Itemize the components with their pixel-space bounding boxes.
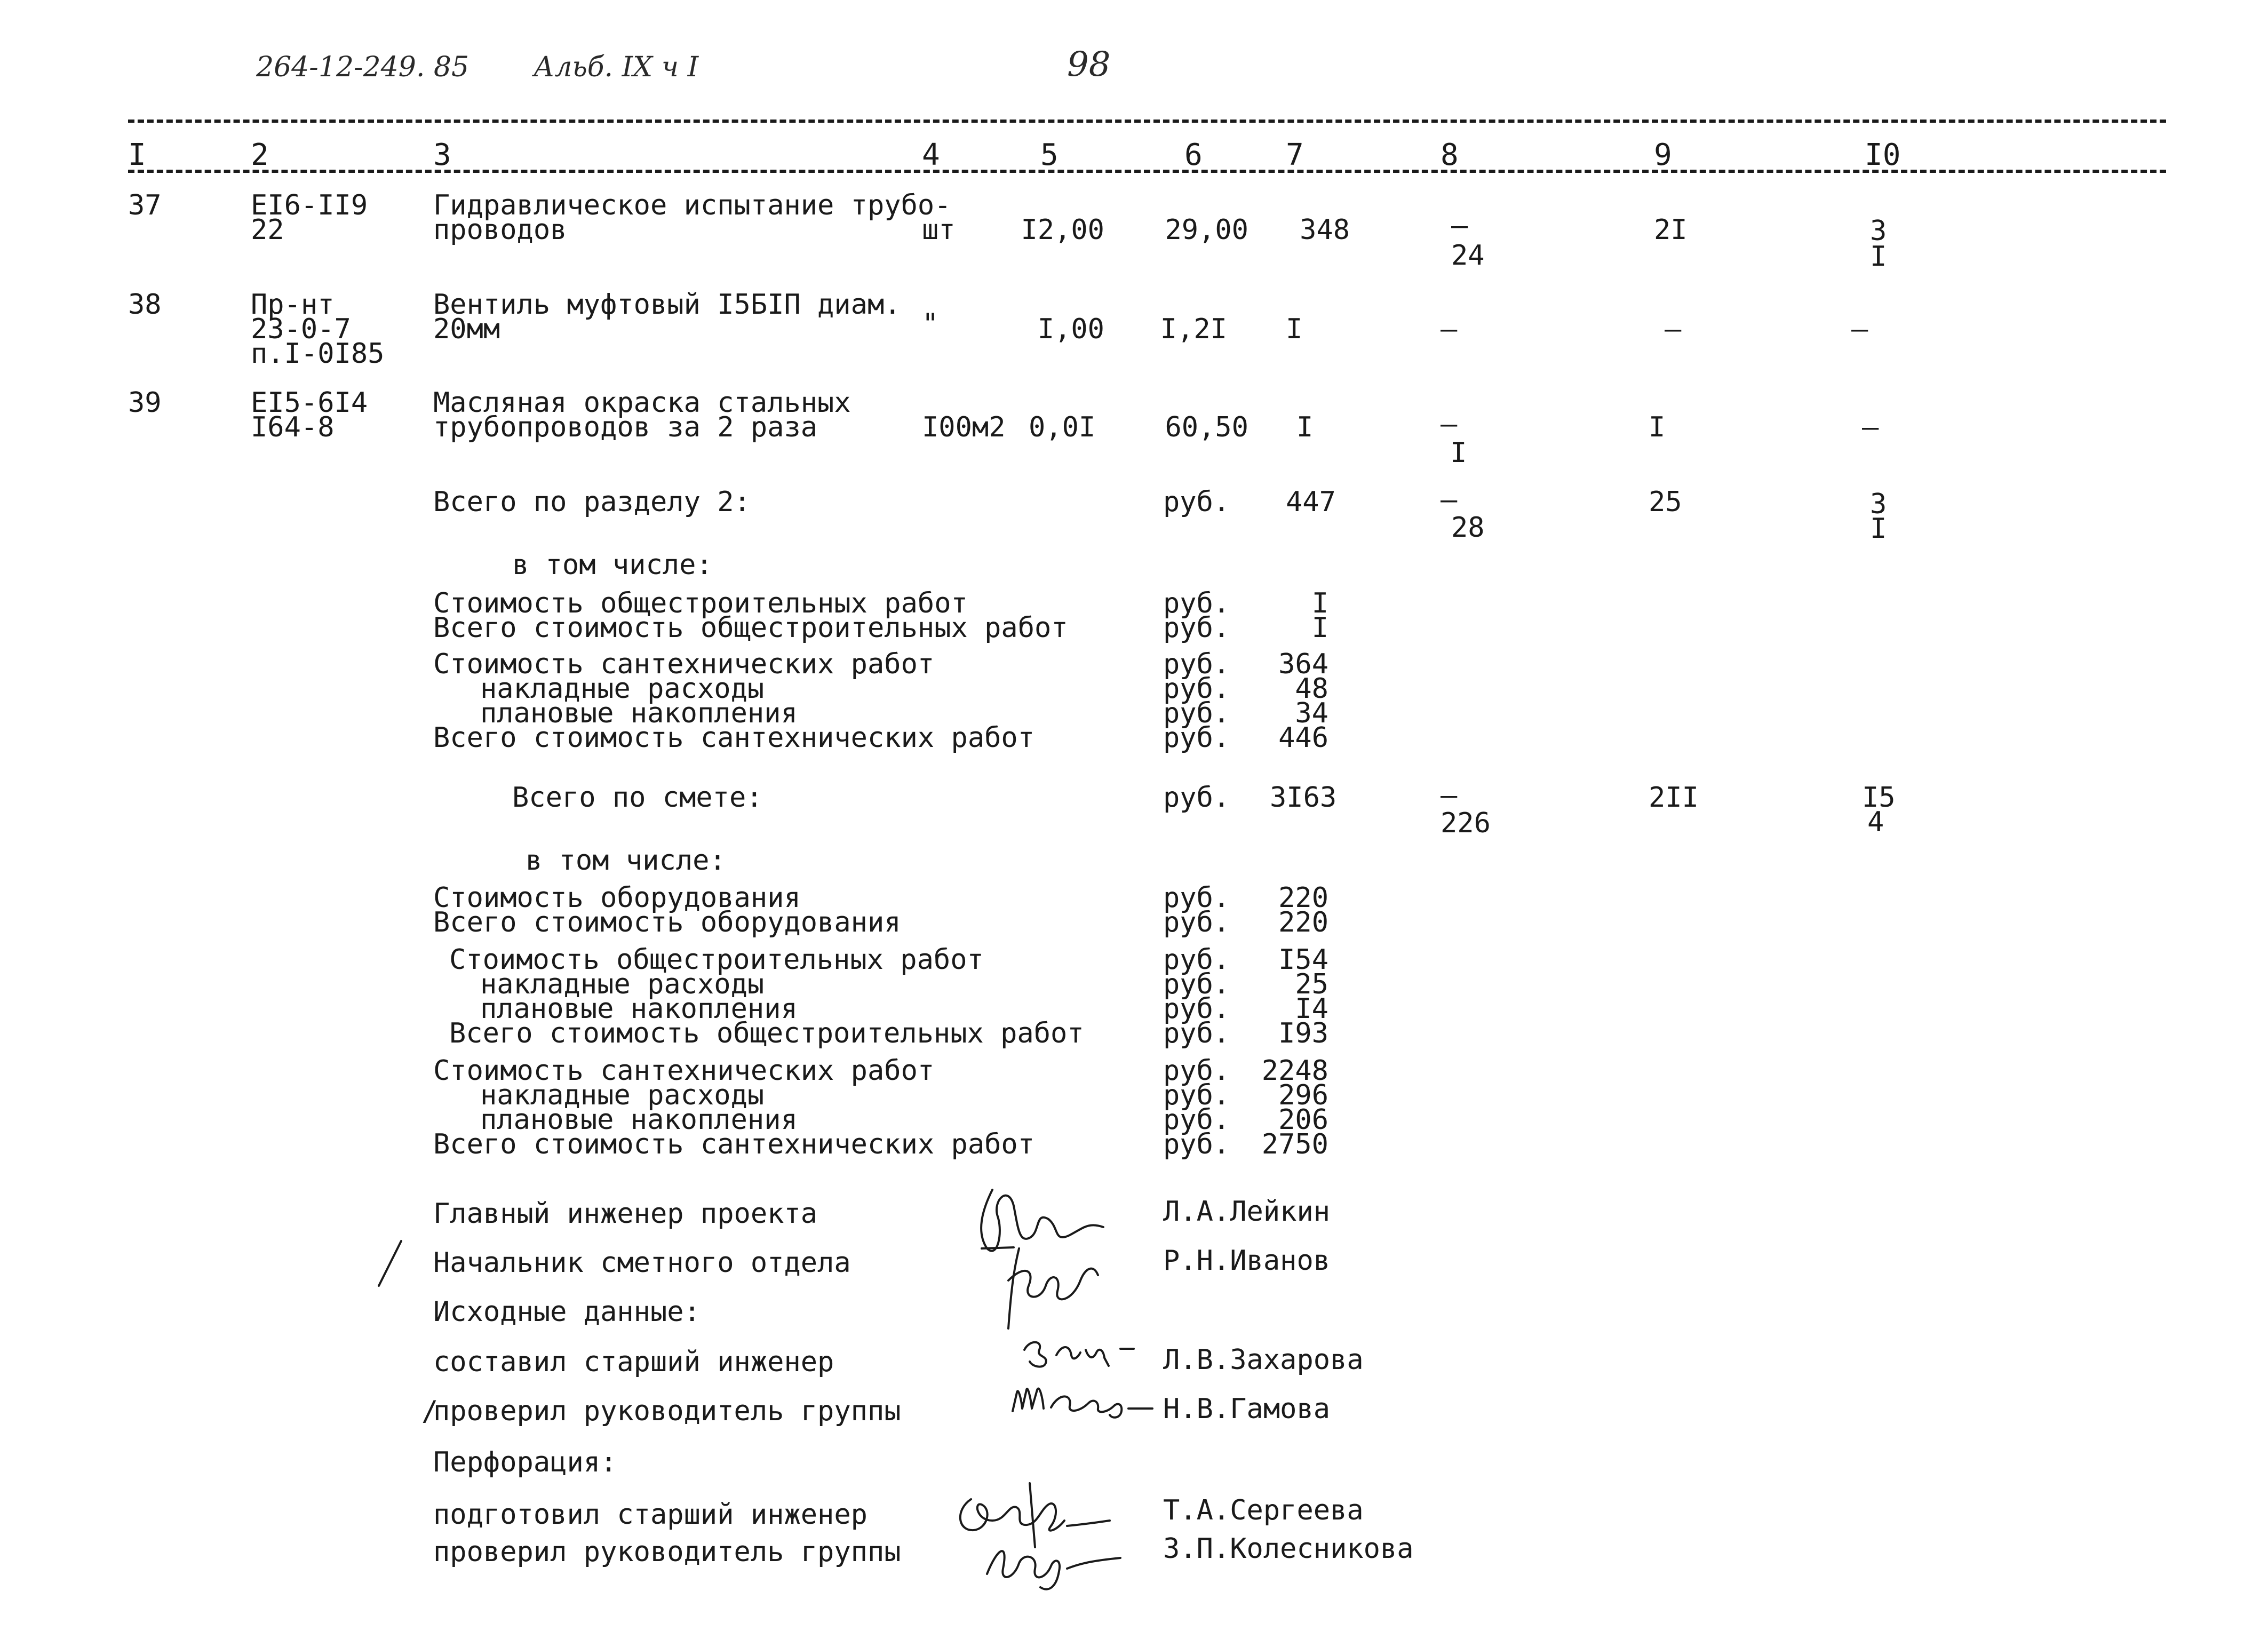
breakdown-label: Всего стоимость общестроительных работ (433, 612, 1068, 644)
check-mark: / (421, 1395, 439, 1427)
breakdown-value: I93 (1278, 1017, 1328, 1049)
column-number: 6 (1184, 138, 1203, 172)
column-number: 3 (433, 138, 451, 172)
handwritten-signature (960, 1168, 1131, 1339)
signature-section-heading: Перфорация: (433, 1446, 617, 1478)
breakdown-value: 2750 (1261, 1128, 1328, 1160)
rate-code: п.I-0I85 (251, 338, 385, 370)
currency-unit: руб. (1163, 993, 1230, 1025)
unit: I00м2 (922, 411, 1006, 443)
breakdown-heading: в том числе: (526, 845, 726, 877)
breakdown-label: плановые накопления (480, 697, 798, 729)
signatory-name: З.П.Колесникова (1163, 1533, 1414, 1565)
breakdown-label: Всего стоимость сантехнических работ (433, 1128, 1035, 1160)
column-10: – (1851, 313, 1868, 345)
signature-role: Главный инженер проекта (433, 1198, 818, 1230)
signature-role: Начальник сметного отдела (433, 1247, 851, 1279)
currency-unit: руб. (1163, 1055, 1230, 1087)
column-10-top: 3 (1870, 488, 1887, 520)
breakdown-label: накладные расходы (480, 1079, 765, 1111)
column-8-top: – (1441, 484, 1458, 516)
unit-price: I,2I (1160, 313, 1227, 345)
rate-code: EI5-6I4 (251, 387, 368, 419)
unit: шт (922, 214, 956, 246)
total-cost: I (1286, 313, 1303, 345)
signatory-name: Л.В.Захарова (1163, 1344, 1364, 1376)
breakdown-value: 220 (1278, 906, 1328, 938)
breakdown-value: 364 (1278, 648, 1328, 680)
header-rule-top (128, 120, 2166, 123)
breakdown-heading: в том числе: (512, 549, 713, 581)
column-number: 8 (1441, 138, 1459, 172)
row-number: 38 (128, 289, 162, 321)
total-cost: 348 (1300, 214, 1350, 246)
currency-unit: руб. (1163, 722, 1230, 754)
currency-unit: руб. (1163, 673, 1230, 705)
rate-code: 23-0-7 (251, 313, 351, 345)
breakdown-value: 48 (1295, 673, 1328, 705)
signature-role: составил старший инженер (433, 1346, 834, 1378)
column-number: I (128, 138, 146, 172)
document-code: 264-12-249. 85 (256, 51, 469, 83)
breakdown-value: I4 (1295, 993, 1328, 1025)
work-name: Масляная окраска стальных (433, 387, 851, 419)
breakdown-label: Стоимость общестроительных работ (433, 587, 968, 619)
breakdown-label: Всего стоимость общестроительных работ (449, 1017, 1084, 1049)
column-10-top: I5 (1862, 782, 1896, 814)
unit: " (922, 308, 939, 340)
signatory-name: Н.В.Гамова (1163, 1393, 1331, 1425)
breakdown-value: 2248 (1261, 1055, 1328, 1087)
breakdown-value: 446 (1278, 722, 1328, 754)
breakdown-value: 206 (1278, 1104, 1328, 1136)
column-8-bottom: I (1450, 437, 1467, 469)
currency-unit: руб. (1163, 1079, 1230, 1111)
breakdown-label: накладные расходы (480, 968, 765, 1000)
currency-unit: руб. (1163, 968, 1230, 1000)
breakdown-label: Стоимость оборудования (433, 882, 801, 914)
signatory-name: Р.Н.Иванов (1163, 1245, 1331, 1277)
work-name: Гидравлическое испытание трубо- (433, 189, 951, 221)
currency-unit: руб. (1163, 612, 1230, 644)
quantity: 0,0I (1029, 411, 1096, 443)
section-total-value: 447 (1286, 486, 1336, 518)
column-10-bottom: I (1870, 241, 1887, 273)
estimate-total-label: Всего по смете: (512, 782, 763, 814)
signatory-name: Л.А.Лейкин (1163, 1196, 1331, 1228)
column-number: 7 (1286, 138, 1304, 172)
column-10: – (1862, 411, 1879, 443)
currency-unit: руб. (1163, 1128, 1230, 1160)
column-8-bottom: 24 (1451, 240, 1485, 272)
album-reference: Альб. IX ч I (534, 51, 699, 83)
breakdown-label: плановые накопления (480, 993, 798, 1025)
breakdown-value: I (1311, 587, 1328, 619)
column-8: – (1441, 313, 1458, 345)
column-number: 4 (922, 138, 940, 172)
breakdown-value: 25 (1295, 968, 1328, 1000)
currency-unit: руб. (1163, 782, 1230, 814)
unit-price: 29,00 (1165, 214, 1248, 246)
currency-unit: руб. (1163, 648, 1230, 680)
handwritten-signature (1019, 1334, 1147, 1371)
currency-unit: руб. (1163, 882, 1230, 914)
signature-role: подготовил старший инженер (433, 1499, 868, 1531)
row-number: 39 (128, 387, 162, 419)
column-8-bottom: 226 (1441, 807, 1491, 839)
breakdown-label: Всего стоимость сантехнических работ (433, 722, 1035, 754)
column-number: 5 (1040, 138, 1059, 172)
section-total-label: Всего по разделу 2: (433, 486, 751, 518)
signature-role: проверил руководитель группы (433, 1536, 901, 1568)
total-cost: I (1296, 411, 1314, 443)
estimate-total-value: 3I63 (1270, 782, 1337, 814)
rate-code: 22 (251, 214, 284, 246)
quantity: I2,00 (1021, 214, 1104, 246)
breakdown-label: Стоимость сантехнических работ (433, 648, 935, 680)
column-number: 9 (1654, 138, 1672, 172)
check-mark (373, 1238, 405, 1291)
breakdown-label: Стоимость сантехнических работ (433, 1055, 935, 1087)
work-name: Вентиль муфтовый I5БIП диам. (433, 289, 901, 321)
rate-code: I64-8 (251, 411, 335, 443)
breakdown-value: 34 (1295, 697, 1328, 729)
column-8-top: – (1451, 210, 1468, 242)
column-9: – (1665, 313, 1682, 345)
column-8-top: – (1441, 408, 1458, 440)
breakdown-label: плановые накопления (480, 1104, 798, 1136)
currency-unit: руб. (1163, 697, 1230, 729)
handwritten-signature (950, 1467, 1142, 1595)
signatory-name: Т.А.Сергеева (1163, 1494, 1364, 1526)
signature-section-heading: Исходные данные: (433, 1296, 701, 1328)
breakdown-label: накладные расходы (480, 673, 765, 705)
breakdown-label: Стоимость общестроительных работ (449, 944, 984, 976)
currency-unit: руб. (1163, 1104, 1230, 1136)
quantity: I,00 (1037, 313, 1104, 345)
work-name: 20мм (433, 313, 500, 345)
column-10-bottom: I (1870, 513, 1887, 545)
work-name: трубопроводов за 2 раза (433, 411, 818, 443)
currency-unit: руб. (1163, 944, 1230, 976)
column-number: I0 (1865, 138, 1901, 172)
breakdown-value: 220 (1278, 882, 1328, 914)
work-name: проводов (433, 214, 567, 246)
breakdown-value: I54 (1278, 944, 1328, 976)
column-8-bottom: 28 (1451, 512, 1485, 544)
currency-unit: руб. (1163, 906, 1230, 938)
page-number: 98 (1067, 45, 1111, 84)
column-9: 2I (1654, 214, 1688, 246)
column-10-bottom: 4 (1867, 806, 1884, 838)
column-9: I (1649, 411, 1666, 443)
currency-unit: руб. (1163, 1017, 1230, 1049)
column-10-top: 3 (1870, 215, 1887, 247)
currency-unit: руб. (1163, 486, 1230, 518)
handwritten-signature (1008, 1382, 1168, 1425)
currency-unit: руб. (1163, 587, 1230, 619)
breakdown-value: I (1311, 612, 1328, 644)
column-8-top: – (1441, 779, 1458, 811)
row-number: 37 (128, 189, 162, 221)
rate-code: Пр-нт (251, 289, 335, 321)
rate-code: EI6-II9 (251, 189, 368, 221)
breakdown-label: Всего стоимость оборудования (433, 906, 901, 938)
breakdown-value: 296 (1278, 1079, 1328, 1111)
column-number: 2 (251, 138, 269, 172)
column-9: 25 (1649, 486, 1682, 518)
unit-price: 60,50 (1165, 411, 1248, 443)
signature-role: проверил руководитель группы (433, 1395, 901, 1427)
column-9: 2II (1649, 782, 1699, 814)
